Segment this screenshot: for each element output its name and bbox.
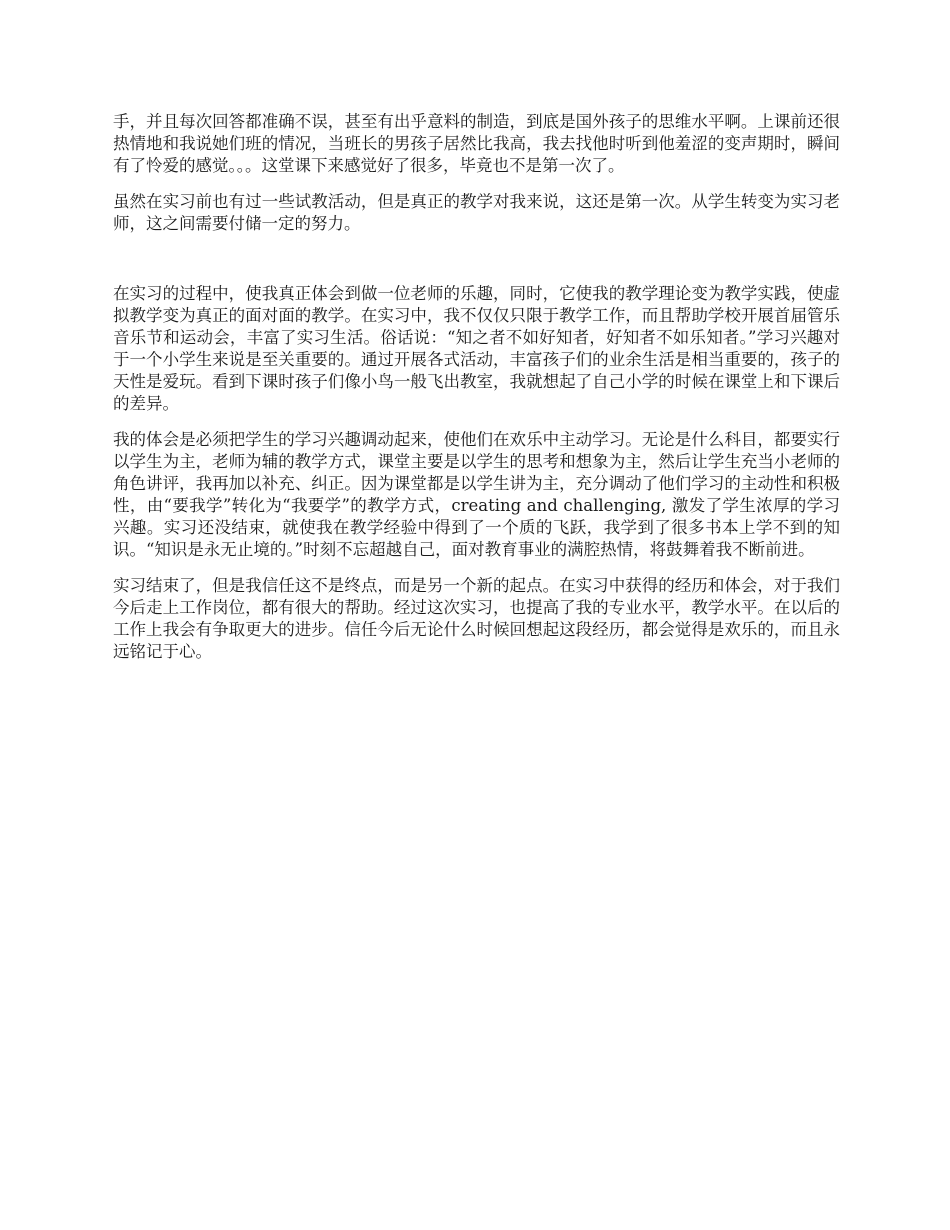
paragraph: 手，并且每次回答都准确不误，甚至有出乎意料的制造，到底是国外孩子的思维水平啊。上课前还很热情地和我说她们班的情况，当班长的男孩子居然比我高，我去找他时听到他羞涩的变声期时，瞬间有了怜爱的感觉。。。这堂课下来感觉好了很多，毕竟也不是第一次了。 <box>113 112 840 175</box>
paragraph: 实习结束了，但是我信任这不是终点，而是另一个新的起点。在实习中获得的经历和体会，对于我们今后走上工作岗位，都有很大的帮助。经过这次实习，也提高了我的专业水平，教学水平。在以后的工作上我会有争取更大的进步。信任今后无论什么时候回想起这段经历，都会觉得是欢乐的，而且永远铭记于心。 <box>113 576 840 661</box>
paragraph: 在实习的过程中，使我真正体会到做一位老师的乐趣，同时，它使我的教学理论变为教学实践，使虚拟教学变为真正的面对面的教学。在实习中，我不仅仅只限于教学工作，而且帮助学校开展首届管乐音乐节和运动会，丰富了实习生活。俗话说：“知之者不如好知者，好知者不如乐知者。”学习兴趣对于一个小学生来说是至关重要的。通过开展各式活动，丰富孩子们的业余生活是相当重要的，孩子的天性是爱玩。看到下课时孩子们像小鸟一般飞出教室，我就想起了自己小学的时候在课堂上和下课后的差异。 <box>113 284 840 413</box>
document-page <box>113 111 840 677</box>
paragraph: 我的体会是必须把学生的学习兴趣调动起来，使他们在欢乐中主动学习。无论是什么科目，都要实行以学生为主，老师为辅的教学方式，课堂主要是以学生的思考和想象为主，然后让学生充当小老师的角色讲评，我再加以补充、纠正。因为课堂都是以学生讲为主，充分调动了他们学习的主动性和积极性，由“要我学”转化为“我要学”的教学方式，creating and challenging, 激发了学生浓厚的学习兴趣。实习还没结束，就使我在教学经验中得到了一个质的飞跃，我学到了很多书本上学不到的知识。“知识是永无止境的。”时刻不忘超越自己，面对教育事业的满腔热情，将鼓舞着我不断前进。 <box>113 430 840 559</box>
paragraph: 虽然在实习前也有过一些试教活动，但是真正的教学对我来说，这还是第一次。从学生转变为实习老师，这之间需要付储一定的努力。 <box>113 192 840 233</box>
